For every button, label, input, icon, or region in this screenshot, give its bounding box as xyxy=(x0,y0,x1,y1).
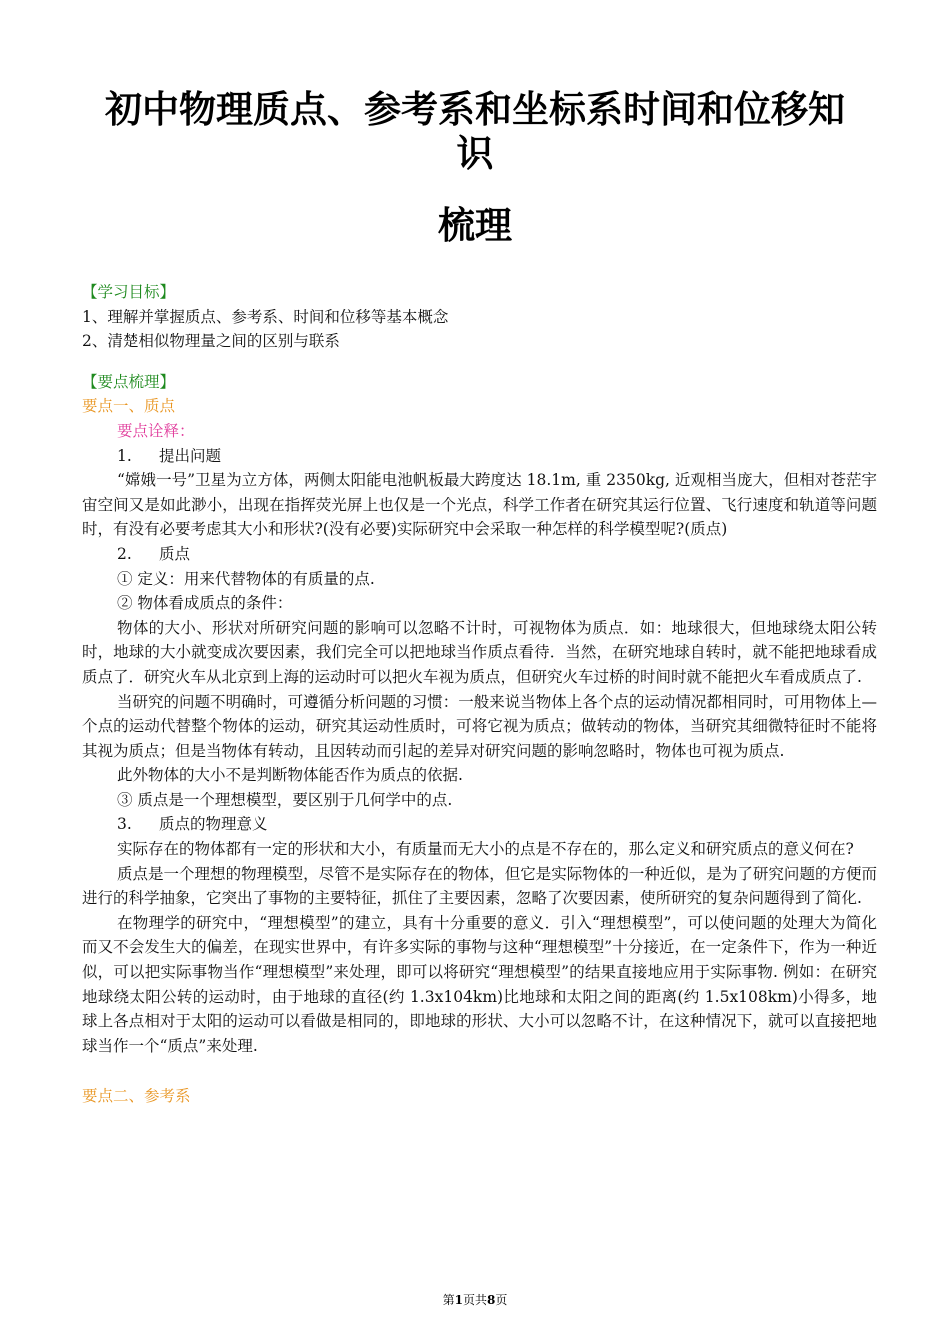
spacer xyxy=(82,1058,877,1084)
points-heading: 【要点梳理】 xyxy=(82,372,176,391)
paragraph-6: 质点是一个理想的物理模型，尽管不是实际存在的物体，但它是实际物体的一种近似，是为了研究问题的方便而进行的科学抽象，它突出了事物的主要特征，抓住了主要因素，忽略了次要因素，使所研究的复杂问题得到了简化. xyxy=(82,864,877,908)
paragraph-5: 实际存在的物体都有一定的形状和大小，有质量而无大小的点是不存在的，那么定义和研究质点的意义何在? xyxy=(117,840,854,859)
footer-prefix: 第 xyxy=(442,1293,455,1307)
circled-item-1: ① 定义：用来代替物体的有质量的点. xyxy=(117,569,375,588)
document-title-line1: 初中物理质点、参考系和坐标系时间和位移知 xyxy=(105,88,845,131)
explain-label: 要点诠释： xyxy=(117,421,195,440)
numbered-item-1 xyxy=(82,444,877,469)
section-heading-1: 要点一、质点 xyxy=(82,397,176,416)
document-title-line3: 梳理 xyxy=(438,204,512,247)
spacer xyxy=(82,354,877,370)
circled-item-3: ③ 质点是一个理想模型，要区别于几何学中的点. xyxy=(117,790,453,809)
document-title-line2: 识 xyxy=(456,132,494,175)
circled-item-2: ② 物体看成质点的条件： xyxy=(117,594,293,613)
paragraph-1: “嫦娥一号”卫星为立方体，两侧太阳能电池帆板最大跨度达 18.1m, 重 2350kg, 近观相当庞大，但相对苍茫宇宙空间又是如此渺小，出现在指挥荧光屏上也仅是一个光点，科学工作者在研究其运行位置、飞行速度和轨道等问题时，有没有必要考虑其大小和形状?(没有必要)实际研究中会采取一种怎样的科学模型呢?(质点) xyxy=(82,471,877,539)
paragraph-2: 物体的大小、形状对所研究问题的影响可以忽略不计时，可视物体为质点．如：地球很大，但地球绕太阳公转时，地球的大小就变成次要因素，我们完全可以把地球当作质点看待．当然，在研究地球自转时，就不能把地球看成质点了．研究火车从北京到上海的运动时可以把火车视为质点，但研究火车过桥的时间时就不能把火车看成质点了. xyxy=(82,618,877,686)
item-label: 提出问题 xyxy=(159,446,222,465)
footer-middle: 页共 xyxy=(462,1293,487,1307)
paragraph-4: 此外物体的大小不是判断物体能否作为质点的依据. xyxy=(117,766,463,785)
item-label: 质点的物理意义 xyxy=(159,815,268,834)
item-number: 2. xyxy=(117,544,132,563)
document-body xyxy=(82,280,877,1109)
numbered-item-2 xyxy=(82,542,877,567)
item-number: 1. xyxy=(117,446,132,465)
page-footer xyxy=(0,1291,950,1308)
footer-page-number: 1 xyxy=(454,1293,463,1307)
paragraph-3: 当研究的问题不明确时，可遵循分析问题的习惯：一般来说当物体上各个点的运动情况都相同时，可用物体上—个点的运动代替整个物体的运动，研究其运动性质时，可将它视为质点；做转动的物体，当研究其细微特征时不能将其视为质点；但是当物体有转动，且因转动而引起的差异对研究问题的影响忽略时，物体也可视为质点. xyxy=(82,692,877,760)
objectives-heading: 【学习目标】 xyxy=(82,283,176,301)
footer-suffix: 页 xyxy=(495,1293,508,1307)
item-number: 3. xyxy=(117,815,132,834)
section-heading-2: 要点二、参考系 xyxy=(82,1087,191,1106)
footer-total-pages: 8 xyxy=(487,1293,496,1307)
item-label: 质点 xyxy=(159,544,191,563)
paragraph-7: 在物理学的研究中，“理想模型”的建立，具有十分重要的意义．引入“理想模型”，可以使问题的处理大为简化而又不会发生大的偏差，在现实世界中，有许多实际的事物与这种“理想模型”十分接近，在一定条件下，作为一种近似，可以把实际事物当作“理想模型”来处理，即可以将研究“理想模型”的结果直接地应用于实际事物. 例如：在研究地球绕太阳公转的运动时，由于地球的直径(约 1.3x104km)比地球和太阳之间的距离(约 1.5x108km)小得多，地球上各点相对于太阳的运动可以看做是相同的，即地球的形状、大小可以忽略不计，在这种情况下，就可以直接把地球当作一个“质点”来处理. xyxy=(82,913,877,1055)
numbered-item-3 xyxy=(82,812,877,837)
objective-item-1: 1、理解并掌握质点、参考系、时间和位移等基本概念 xyxy=(82,307,449,326)
objective-item-2: 2、清楚相似物理量之间的区别与联系 xyxy=(82,332,340,351)
